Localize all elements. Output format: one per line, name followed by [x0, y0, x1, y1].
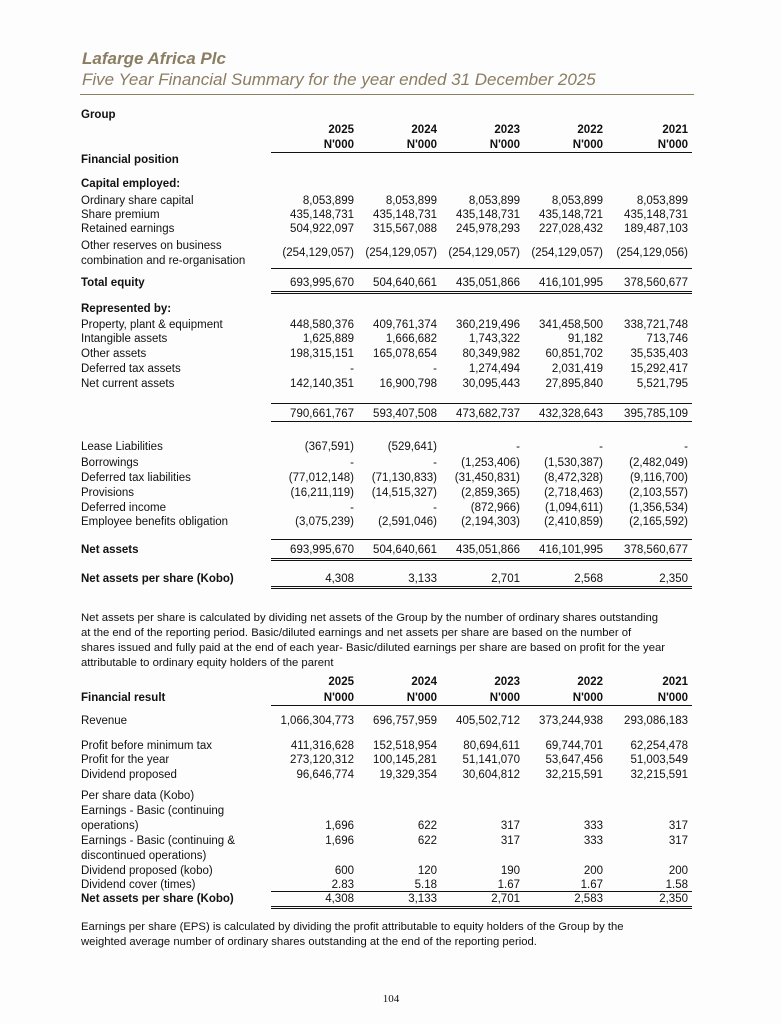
total-underline: [271, 291, 692, 292]
cell-value: 435,148,731: [290, 209, 354, 221]
note-line: attributable to ordinary equity holders of the parent: [81, 657, 334, 669]
table-row: [0, 849, 782, 863]
table-row: [0, 501, 782, 515]
net-assets-note: [81, 611, 697, 671]
table-row: [0, 318, 782, 332]
years-header-row: [0, 123, 782, 137]
cell-value: (31,450,831): [454, 472, 520, 484]
cell-value: 2,350: [659, 573, 688, 585]
units-header-row: [0, 691, 782, 705]
table-row: [0, 377, 782, 391]
cell-value: 1,066,304,773: [280, 715, 354, 727]
table-row: [0, 362, 782, 376]
capital-employed-title: Capital employed:: [81, 178, 181, 190]
total-double-underline: [271, 588, 692, 589]
year-header: 2021: [662, 676, 688, 688]
cell-value: 435,051,866: [456, 277, 520, 289]
row-label: Retained earnings: [81, 223, 175, 235]
cell-value: (254,129,057): [365, 247, 437, 259]
cell-value: 2,568: [574, 573, 603, 585]
year-header: 2022: [577, 124, 603, 136]
cell-value: 51,141,070: [462, 754, 520, 766]
cell-value: -: [433, 363, 437, 375]
units-header: N'000: [406, 692, 437, 704]
cell-value: 435,051,866: [456, 544, 520, 556]
cell-value: 1.67: [497, 879, 520, 891]
cell-value: 96,646,774: [296, 769, 354, 781]
cell-value: 35,535,403: [630, 348, 688, 360]
cell-value: (1,530,387): [544, 457, 603, 469]
cell-value: 19,329,354: [379, 769, 437, 781]
cell-value: (529,641): [387, 441, 437, 453]
row-label: Deferred tax liabilities: [81, 472, 191, 484]
cell-value: 30,604,812: [462, 769, 520, 781]
cell-value: (2,591,046): [378, 516, 437, 528]
cell-value: 5.18: [414, 879, 437, 891]
table-row: [0, 471, 782, 485]
cell-value: 411,316,628: [290, 740, 354, 752]
year-header: 2022: [577, 676, 603, 688]
cell-value: 5,521,795: [636, 378, 688, 390]
cell-value: 373,244,938: [539, 715, 603, 727]
cell-value: 227,028,432: [539, 223, 603, 235]
table-row: [0, 246, 782, 260]
cell-value: 190: [500, 865, 520, 877]
units-header: N'000: [323, 139, 354, 151]
cell-value: 435,148,731: [373, 209, 437, 221]
cell-value: 317: [668, 820, 688, 832]
table-row: [0, 194, 782, 208]
cell-value: 1,625,889: [302, 333, 354, 345]
financial-position-title: Financial position: [81, 154, 179, 166]
cell-value: 504,640,661: [373, 544, 437, 556]
cell-value: 2,031,419: [551, 363, 603, 375]
row-label: Dividend cover (times): [81, 879, 196, 891]
cell-value: 317: [500, 835, 520, 847]
cell-value: 333: [583, 820, 603, 832]
cell-value: 80,694,611: [463, 740, 520, 752]
section-title-row: [0, 302, 782, 316]
section-title-row: [0, 153, 782, 167]
table-row: [0, 222, 782, 236]
row-label: Other assets: [81, 348, 147, 360]
cell-value: 435,148,731: [624, 209, 688, 221]
row-label: Earnings - Basic (continuing: [81, 805, 225, 817]
row-label: Deferred tax assets: [81, 363, 181, 375]
row-label: Borrowings: [81, 457, 139, 469]
units-header: N'000: [323, 692, 354, 704]
cell-value: (367,591): [304, 441, 354, 453]
row-label: Profit before minimum tax: [81, 740, 213, 752]
cell-value: 416,101,995: [539, 544, 603, 556]
cell-value: 2,701: [491, 893, 520, 905]
eps-note: [81, 920, 697, 950]
cell-value: 378,560,677: [624, 277, 688, 289]
total-double-underline: [271, 560, 692, 561]
units-header-row: [0, 138, 782, 152]
cell-value: 273,120,312: [290, 754, 354, 766]
net-assets-per-share-row: [0, 892, 782, 906]
cell-value: 27,895,840: [545, 378, 603, 390]
cell-value: 8,053,899: [468, 195, 520, 207]
table-row: [0, 456, 782, 470]
header-underline: [520, 705, 603, 706]
cell-value: 293,086,183: [624, 715, 688, 727]
group-heading-row: [0, 108, 782, 122]
cell-value: (16,211,119): [290, 487, 354, 499]
row-label: Revenue: [81, 715, 128, 727]
represented-by-title: Represented by:: [81, 303, 172, 315]
cell-value: 80,349,982: [462, 348, 520, 360]
units-header: N'000: [406, 139, 437, 151]
report-subtitle: Five Year Financial Summary for the year ended 31 December 2025: [82, 70, 596, 89]
note-line: shares issued and fully paid at the end of each year- Basic/diluted earnings per share are based on profit for the year: [81, 642, 666, 654]
cell-value: 622: [417, 835, 437, 847]
cell-value: (2,165,592): [629, 516, 688, 528]
row-label: Total equity: [81, 277, 145, 289]
row-label: Net assets: [81, 544, 139, 556]
cell-value: 1,696: [325, 835, 354, 847]
year-header: 2024: [411, 124, 437, 136]
table-row: [0, 347, 782, 361]
cell-value: 315,567,088: [373, 223, 437, 235]
cell-value: 317: [668, 835, 688, 847]
net-assets-row: [0, 543, 782, 557]
table-row: [0, 332, 782, 346]
cell-value: 1.58: [665, 879, 688, 891]
cell-value: (872,966): [470, 502, 520, 514]
table-row: [0, 739, 782, 753]
row-label: Dividend proposed: [81, 769, 177, 781]
cell-value: 341,458,500: [539, 319, 603, 331]
cell-value: 593,407,508: [373, 408, 437, 420]
cell-value: 60,851,702: [545, 348, 603, 360]
page-number: 104: [382, 993, 400, 1005]
cell-value: (2,718,463): [544, 487, 603, 499]
cell-value: -: [433, 502, 437, 514]
cell-value: 100,145,281: [373, 754, 437, 766]
total-underline: [271, 558, 692, 559]
cell-value: 1,696: [325, 820, 354, 832]
table-row: [0, 804, 782, 818]
table-row: [0, 486, 782, 500]
table-row: [0, 208, 782, 222]
revenue-row: [0, 714, 782, 728]
cell-value: 16,900,798: [379, 378, 437, 390]
cell-value: 790,661,767: [290, 408, 354, 420]
cell-value: 51,003,549: [630, 754, 688, 766]
total-underline: [271, 906, 692, 907]
cell-value: 8,053,899: [385, 195, 437, 207]
cell-value: 200: [583, 865, 603, 877]
cell-value: -: [433, 457, 437, 469]
total-rule: [271, 539, 692, 540]
cell-value: 3,133: [408, 893, 437, 905]
total-equity-row: [0, 276, 782, 290]
total-underline: [271, 586, 692, 587]
cell-value: 693,995,670: [290, 277, 354, 289]
cell-value: (2,194,303): [461, 516, 520, 528]
units-header: N'000: [489, 692, 520, 704]
cell-value: (77,012,148): [288, 472, 354, 484]
year-header: 2024: [411, 676, 437, 688]
row-label: Intangible assets: [81, 333, 168, 345]
cell-value: (254,129,057): [531, 247, 603, 259]
cell-value: (71,130,833): [371, 472, 437, 484]
row-label: Other reserves on business: [81, 240, 222, 252]
cell-value: 504,640,661: [373, 277, 437, 289]
total-rule: [271, 891, 692, 892]
total-rule: [271, 268, 692, 269]
cell-value: -: [350, 363, 354, 375]
cell-value: 3,133: [408, 573, 437, 585]
subtotal-row: [0, 407, 782, 421]
row-label: Lease Liabilities: [81, 441, 163, 453]
cell-value: 32,215,591: [545, 769, 603, 781]
title-rule: [80, 94, 694, 95]
row-label: Share premium: [81, 209, 160, 221]
cell-value: 409,761,374: [373, 319, 437, 331]
cell-value: (2,410,859): [544, 516, 603, 528]
cell-value: 1.67: [580, 879, 603, 891]
cell-value: -: [599, 441, 603, 453]
row-label: Property, plant & equipment: [81, 319, 223, 331]
row-label: Net current assets: [81, 378, 175, 390]
note-line: Earnings per share (EPS) is calculated by dividing the profit attributable to equity holders of the Group by the: [81, 921, 624, 933]
table-row: [0, 864, 782, 878]
row-label: Deferred income: [81, 502, 167, 514]
cell-value: (2,859,365): [461, 487, 520, 499]
subtotal-rule: [271, 403, 692, 404]
cell-value: 2,701: [491, 573, 520, 585]
cell-value: (3,075,239): [295, 516, 354, 528]
cell-value: 693,995,670: [290, 544, 354, 556]
cell-value: 245,978,293: [456, 223, 520, 235]
header-underline: [354, 705, 437, 706]
note-line: Net assets per share is calculated by dividing net assets of the Group by the number of ordinary shares outstanding: [81, 612, 659, 624]
cell-value: 15,292,417: [630, 363, 688, 375]
cell-value: 165,078,654: [373, 348, 437, 360]
cell-value: 333: [583, 835, 603, 847]
table-row: [0, 819, 782, 833]
total-double-underline: [271, 293, 692, 294]
cell-value: (254,129,057): [282, 247, 354, 259]
cell-value: -: [684, 441, 688, 453]
cell-value: 432,328,643: [539, 408, 603, 420]
year-header: 2025: [328, 676, 354, 688]
cell-value: -: [350, 502, 354, 514]
cell-value: 2,583: [574, 893, 603, 905]
row-label: Employee benefits obligation: [81, 516, 229, 528]
cell-value: 4,308: [325, 893, 354, 905]
cell-value: 62,254,478: [630, 740, 688, 752]
row-label: Profit for the year: [81, 754, 170, 766]
cell-value: 142,140,351: [290, 378, 354, 390]
cell-value: (1,253,406): [461, 457, 520, 469]
cell-value: (2,482,049): [629, 457, 688, 469]
net-assets-per-share-row: [0, 572, 782, 586]
table-row: [0, 440, 782, 454]
group-label: Group: [81, 109, 116, 121]
units-header: N'000: [489, 139, 520, 151]
table-row: [0, 878, 782, 892]
units-header: N'000: [572, 139, 603, 151]
cell-value: 200: [668, 865, 688, 877]
cell-value: 360,219,496: [456, 319, 520, 331]
row-label: Net assets per share (Kobo): [81, 573, 234, 585]
cell-value: 395,785,109: [624, 408, 688, 420]
cell-value: 8,053,899: [551, 195, 603, 207]
cell-value: 8,053,899: [302, 195, 354, 207]
year-header: 2023: [494, 676, 520, 688]
cell-value: 317: [500, 820, 520, 832]
cell-value: 473,682,737: [456, 408, 520, 420]
header-underline: [603, 705, 692, 706]
cell-value: 696,757,959: [373, 715, 437, 727]
cell-value: 189,487,103: [624, 223, 688, 235]
cell-value: 378,560,677: [624, 544, 688, 556]
cell-value: 448,580,376: [290, 319, 354, 331]
cell-value: 1,743,322: [468, 333, 520, 345]
per-share-title: Per share data (Kobo): [81, 790, 195, 802]
cell-value: 504,922,097: [290, 223, 354, 235]
cell-value: (254,129,057): [448, 247, 520, 259]
cell-value: (14,515,327): [371, 487, 437, 499]
cell-value: 338,721,748: [624, 319, 688, 331]
cell-value: 32,215,591: [630, 769, 688, 781]
subtotal-underline: [271, 421, 692, 422]
table-row: [0, 515, 782, 529]
cell-value: 198,315,151: [290, 348, 354, 360]
financial-result-title: Financial result: [81, 692, 166, 704]
table-row: [0, 768, 782, 782]
cell-value: 1,666,682: [385, 333, 437, 345]
row-label: Dividend proposed (kobo): [81, 865, 213, 877]
cell-value: (254,129,056): [616, 247, 688, 259]
table-row: [0, 753, 782, 767]
cell-value: (8,472,328): [544, 472, 603, 484]
row-label: combination and re-organisation: [81, 255, 246, 267]
cell-value: 2.83: [331, 879, 354, 891]
note-line: at the end of the reporting period. Basic/diluted earnings and net assets per share are based on the number of: [81, 627, 632, 639]
cell-value: 416,101,995: [539, 277, 603, 289]
cell-value: 30,095,443: [462, 378, 520, 390]
row-label: Net assets per share (Kobo): [81, 893, 234, 905]
company-name: Lafarge Africa Plc: [82, 49, 226, 68]
year-header: 2025: [328, 124, 354, 136]
cell-value: 152,518,954: [373, 740, 437, 752]
row-label: operations): [81, 820, 139, 832]
cell-value: (1,356,534): [629, 502, 688, 514]
cell-value: (2,103,557): [629, 487, 688, 499]
years-header-row: [0, 675, 782, 689]
row-label: discontinued operations): [81, 850, 207, 862]
cell-value: 120: [417, 865, 437, 877]
header-underline: [437, 705, 520, 706]
units-header: N'000: [657, 692, 688, 704]
cell-value: 435,148,721: [539, 209, 603, 221]
cell-value: 4,308: [325, 573, 354, 585]
row-label: Earnings - Basic (continuing &: [81, 835, 236, 847]
row-label: Provisions: [81, 487, 135, 499]
section-title-row: [0, 177, 782, 191]
row-label: Ordinary share capital: [81, 195, 194, 207]
year-header: 2023: [494, 124, 520, 136]
section-title-row: [0, 789, 782, 803]
cell-value: 713,746: [646, 333, 688, 345]
cell-value: (1,094,611): [545, 502, 603, 514]
cell-value: 2,350: [659, 893, 688, 905]
cell-value: 600: [334, 865, 354, 877]
cell-value: 8,053,899: [636, 195, 688, 207]
header-underline: [271, 705, 354, 706]
cell-value: -: [350, 457, 354, 469]
total-double-underline: [271, 908, 692, 909]
note-line: weighted average number of ordinary shares outstanding at the end of the reporting period.: [81, 936, 537, 948]
cell-value: 622: [417, 820, 437, 832]
cell-value: 91,182: [567, 333, 603, 345]
units-header: N'000: [572, 692, 603, 704]
year-header: 2021: [662, 124, 688, 136]
cell-value: 435,148,731: [456, 209, 520, 221]
cell-value: 405,502,712: [456, 715, 520, 727]
units-header: N'000: [657, 139, 688, 151]
cell-value: 1,274,494: [468, 363, 520, 375]
cell-value: (9,116,700): [630, 472, 688, 484]
cell-value: 53,647,456: [545, 754, 603, 766]
table-row: [0, 834, 782, 848]
cell-value: -: [516, 441, 520, 453]
cell-value: 69,744,701: [545, 740, 603, 752]
